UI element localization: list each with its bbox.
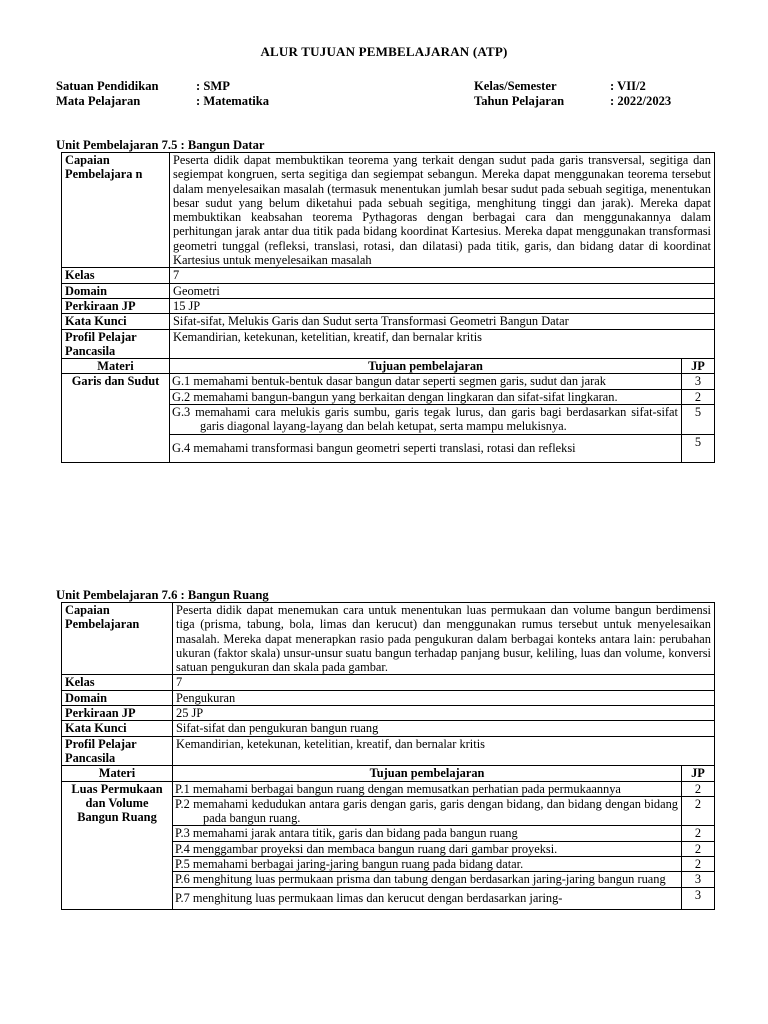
jp-cell: 2 xyxy=(682,841,715,856)
col-materi: Materi xyxy=(62,359,170,374)
kelas-row xyxy=(62,268,715,283)
document-title: ALUR TUJUAN PEMBELAJARAN (ATP) xyxy=(260,44,508,59)
table-row xyxy=(62,781,715,796)
table-header-row xyxy=(62,766,715,781)
cp-text: Peserta didik dapat membuktikan teorema yang terkait dengan sudut pada garis transversal, segitiga dan segiempat kongruen, serta segitiga dan segiempat sebangun. Mereka dapat menggunakan teorema tersebut dalam menyelesaikan masalah (termasuk menentukan jumlah besar sudut pada sebuah segitiga, menentukan besar sudut yang belum diketahui pada sebuah segitiga, menghitung tinggi dan jarak). Mereka dapat membuktikan keabsahan teorema Pythagoras dengan berbagai cara dan menggunakannya dalam perhitungan jarak antar dua titik pada bidang koordinat Kartesius. Mereka dapat menggunakan transformasi geometri tunggal (refleksi, translasi, rotasi, dan dilatasi) pada titik, garis, dan bidang datar di koordinat Kartesius untuk menyelesaikan masalah xyxy=(170,153,715,268)
col-materi: Materi xyxy=(62,766,173,781)
tujuan-cell: G.4 memahami transformasi bangun geometri seperti translasi, rotasi dan refleksi xyxy=(170,434,682,462)
jp-value: 25 JP xyxy=(173,706,715,721)
kata-kunci-row xyxy=(62,314,715,329)
tujuan-cell: G.2 memahami bangun-bangun yang berkaitan dengan lingkaran dan sifat-sifat lingkaran. xyxy=(170,389,682,404)
kelas-semester-label: Kelas/Semester xyxy=(474,79,557,93)
jp-label: Perkiraan JP xyxy=(62,706,173,721)
kelas-label: Kelas xyxy=(62,675,173,690)
cp-label: Capaian Pembelajara n xyxy=(62,153,170,268)
domain-row xyxy=(62,690,715,705)
jp-cell: 5 xyxy=(682,434,715,462)
profil-row xyxy=(62,329,715,359)
jp-cell: 2 xyxy=(682,796,715,826)
tujuan-cell: P.7 menghitung luas permukaan limas dan kerucut dengan berdasarkan jaring- xyxy=(173,887,682,909)
kelas-row xyxy=(62,675,715,690)
cp-row xyxy=(62,153,715,268)
domain-label: Domain xyxy=(62,283,170,298)
jp-label: Perkiraan JP xyxy=(62,298,170,313)
domain-value: Pengukuran xyxy=(173,690,715,705)
kelas-value: 7 xyxy=(170,268,715,283)
satuan-value: : SMP xyxy=(196,79,230,93)
kata-kunci-label: Kata Kunci xyxy=(62,314,170,329)
kata-kunci-value: Sifat-sifat, Melukis Garis dan Sudut serta Transformasi Geometri Bangun Datar xyxy=(170,314,715,329)
jp-cell: 2 xyxy=(682,781,715,796)
cp-row xyxy=(62,603,715,675)
col-tujuan: Tujuan pembelajaran xyxy=(173,766,682,781)
profil-label: Profil Pelajar Pancasila xyxy=(62,736,173,766)
kata-kunci-row xyxy=(62,721,715,736)
jp-cell: 3 xyxy=(682,887,715,909)
materi-cell: Garis dan Sudut xyxy=(62,374,170,462)
unit-1-table xyxy=(61,152,715,463)
col-jp: JP xyxy=(682,359,715,374)
col-tujuan: Tujuan pembelajaran xyxy=(170,359,682,374)
jp-cell: 3 xyxy=(682,872,715,887)
materi-cell: Luas Permukaan dan Volume Bangun Ruang xyxy=(62,781,173,909)
info-right xyxy=(474,79,671,109)
kata-kunci-value: Sifat-sifat dan pengukuran bangun ruang xyxy=(173,721,715,736)
tujuan-cell: P.6 menghitung luas permukaan prisma dan tabung dengan berdasarkan jaring-jaring bangun ruang xyxy=(173,872,682,887)
tahun-value: : 2022/2023 xyxy=(610,94,672,108)
profil-label: Profil Pelajar Pancasila xyxy=(62,329,170,359)
jp-cell: 5 xyxy=(682,405,715,435)
jp-row xyxy=(62,706,715,721)
jp-cell: 2 xyxy=(682,857,715,872)
unit-1-heading: Unit Pembelajaran 7.5 : Bangun Datar xyxy=(56,138,265,152)
col-jp: JP xyxy=(682,766,715,781)
unit-2-table xyxy=(61,602,715,910)
tujuan-cell: P.5 memahami berbagai jaring-jaring bangun ruang pada bidang datar. xyxy=(173,857,682,872)
domain-label: Domain xyxy=(62,690,173,705)
tujuan-cell: P.4 menggambar proyeksi dan membaca bangun ruang dari gambar proyeksi. xyxy=(173,841,682,856)
profil-value: Kemandirian, ketekunan, ketelitian, kreatif, dan bernalar kritis xyxy=(170,329,715,359)
cp-label: Capaian Pembelajaran xyxy=(62,603,173,675)
profil-value: Kemandirian, ketekunan, ketelitian, kreatif, dan bernalar kritis xyxy=(173,736,715,766)
mapel-label: Mata Pelajaran xyxy=(56,94,141,108)
mapel-value: : Matematika xyxy=(196,94,270,108)
kelas-value: 7 xyxy=(173,675,715,690)
table-row xyxy=(62,374,715,389)
cp-text: Peserta didik dapat menemukan cara untuk menentukan luas permukaan dan volume bangun berdimensi tiga (prisma, tabung, bola, limas dan kerucut) dan menggunakan rumus tersebut untuk menyelesaikan masalah. Mereka dapat menerapkan rasio pada pengukuran dalam berbagai konteks antara lain: perubahan ukuran (faktor skala) unsur-unsur suatu bangun terhadap panjang busur, keliling, luas dan volume, konversi satuan pengukuran dan skala pada gambar. xyxy=(173,603,715,675)
jp-cell: 2 xyxy=(682,389,715,404)
tujuan-cell: P.1 memahami berbagai bangun ruang dengan memusatkan perhatian pada permukaannya xyxy=(173,781,682,796)
domain-row xyxy=(62,283,715,298)
tahun-label: Tahun Pelajaran xyxy=(474,94,565,108)
tujuan-cell: G.3 memahami cara melukis garis sumbu, garis tegak lurus, dan garis bagi berdasarkan sifat-sifat garis diagonal layang-layang dan belah ketupat, serta mampu melukisnya. xyxy=(170,405,682,435)
satuan-label: Satuan Pendidikan xyxy=(56,79,159,93)
kelas-semester-value: : VII/2 xyxy=(610,79,646,93)
profil-row xyxy=(62,736,715,766)
kata-kunci-label: Kata Kunci xyxy=(62,721,173,736)
jp-value: 15 JP xyxy=(170,298,715,313)
jp-cell: 2 xyxy=(682,826,715,841)
jp-row xyxy=(62,298,715,313)
info-left xyxy=(56,79,269,109)
unit-2-heading: Unit Pembelajaran 7.6 : Bangun Ruang xyxy=(56,588,269,602)
tujuan-cell: P.2 memahami kedudukan antara garis dengan garis, garis dengan bidang, dan bidang dengan bidang pada bangun ruang. xyxy=(173,796,682,826)
kelas-label: Kelas xyxy=(62,268,170,283)
table-header-row xyxy=(62,359,715,374)
tujuan-cell: P.3 memahami jarak antara titik, garis dan bidang pada bangun ruang xyxy=(173,826,682,841)
tujuan-cell: G.1 memahami bentuk-bentuk dasar bangun datar seperti segmen garis, sudut dan jarak xyxy=(170,374,682,389)
domain-value: Geometri xyxy=(170,283,715,298)
jp-cell: 3 xyxy=(682,374,715,389)
